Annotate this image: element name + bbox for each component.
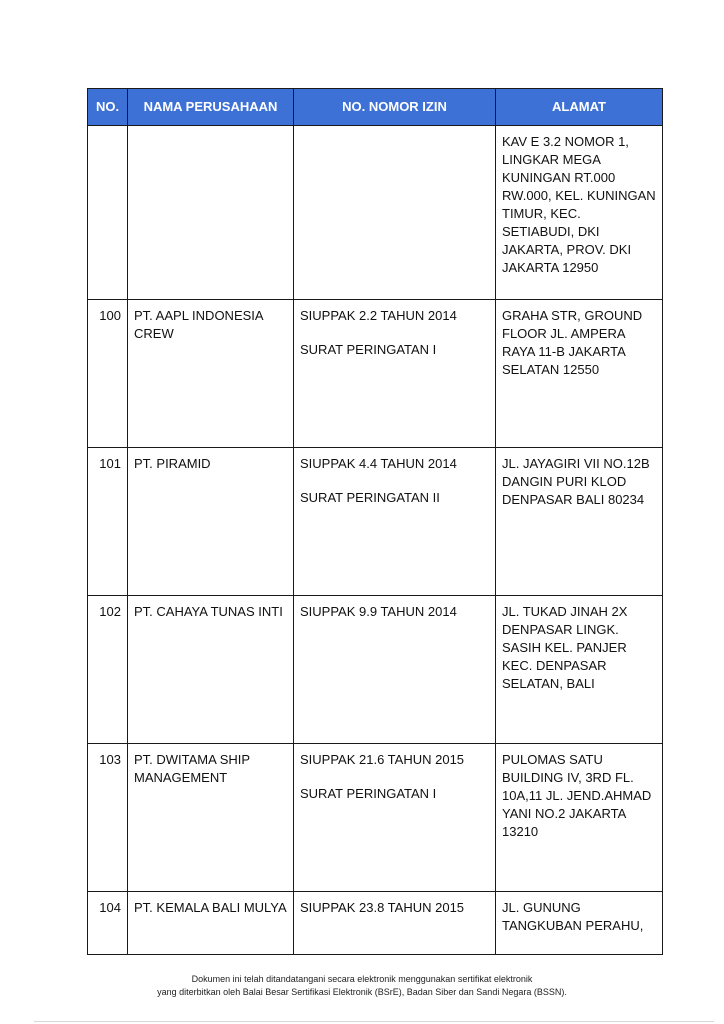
cell-no [88, 300, 128, 448]
cell-no [88, 744, 128, 892]
table-row [88, 300, 663, 448]
izin-line: SIUPPAK 21.6 TAHUN 2015 [300, 752, 465, 767]
cell-alamat-text: PULOMAS SATU BUILDING IV, 3RD FL. 10A,11 JL. JEND.AHMAD YANI NO.2 JAKARTA 13210 [502, 752, 652, 839]
cell-no-text [94, 126, 121, 133]
table-header-row [88, 89, 663, 126]
table-row [88, 448, 663, 596]
izin-line: SIUPPAK 23.8 TAHUN 2015 [300, 900, 465, 915]
cell-no-text: 100 [99, 308, 121, 323]
cell-alamat [496, 448, 663, 596]
cell-no-text: 102 [99, 604, 121, 619]
cell-nama-perusahaan [128, 448, 294, 596]
page-divider [34, 1021, 714, 1022]
cell-no [88, 596, 128, 744]
header-alamat: ALAMAT [496, 89, 663, 126]
document-footer [0, 973, 724, 999]
footer-line-1: Dokumen ini telah ditandatangani secara elektronik menggunakan sertifikat elektronik [191, 974, 533, 984]
cell-no [88, 448, 128, 596]
izin-line: SIUPPAK 9.9 TAHUN 2014 [300, 604, 457, 619]
cell-nomor-izin [294, 300, 496, 448]
cell-nama-perusahaan-text: PT. PIRAMID [134, 456, 211, 471]
cell-alamat-text: JL. GUNUNG TANGKUBAN PERAHU, [502, 900, 644, 933]
cell-nama-perusahaan [128, 126, 294, 300]
cell-nama-perusahaan [128, 744, 294, 892]
company-table [87, 88, 663, 955]
table-row [88, 596, 663, 744]
cell-alamat-text: JL. JAYAGIRI VII NO.12B DANGIN PURI KLOD DENPASAR BALI 80234 [502, 456, 650, 507]
cell-alamat [496, 744, 663, 892]
cell-alamat [496, 126, 663, 300]
cell-nomor-izin [294, 892, 496, 955]
cell-no-text: 103 [99, 752, 121, 767]
cell-alamat-text: GRAHA STR, GROUND FLOOR JL. AMPERA RAYA 11-B JAKARTA SELATAN 12550 [502, 308, 643, 377]
cell-nama-perusahaan [128, 300, 294, 448]
header-no: NO. [88, 89, 128, 126]
izin-line: SURAT PERINGATAN I [300, 342, 437, 357]
cell-nomor-izin-text [300, 300, 489, 359]
izin-line: SIUPPAK 2.2 TAHUN 2014 [300, 308, 457, 323]
cell-nomor-izin [294, 744, 496, 892]
cell-alamat-text: JL. TUKAD JINAH 2X DENPASAR LINGK. SASIH KEL. PANJER KEC. DENPASAR SELATAN, BALI [502, 604, 628, 691]
izin-line: SURAT PERINGATAN I [300, 786, 437, 801]
cell-nomor-izin-text [300, 126, 489, 133]
cell-no-text: 101 [99, 456, 121, 471]
cell-nomor-izin-text [300, 892, 489, 917]
cell-no-text: 104 [99, 900, 121, 915]
cell-nomor-izin-text [300, 744, 489, 803]
izin-line: SURAT PERINGATAN II [300, 490, 440, 505]
table-row [88, 126, 663, 300]
cell-alamat [496, 596, 663, 744]
table-row [88, 744, 663, 892]
footer-line-2: yang diterbitkan oleh Balai Besar Sertifikasi Elektronik (BSrE), Badan Siber dan Sandi Negara (BSSN). [157, 987, 567, 997]
cell-nama-perusahaan-text: PT. CAHAYA TUNAS INTI [134, 604, 283, 619]
cell-nama-perusahaan [128, 892, 294, 955]
cell-nomor-izin [294, 596, 496, 744]
cell-alamat [496, 892, 663, 955]
cell-nama-perusahaan-text: PT. AAPL INDONESIA CREW [134, 308, 263, 341]
cell-nomor-izin-text [300, 596, 489, 621]
cell-nomor-izin-text [300, 448, 489, 507]
table-row [88, 892, 663, 955]
cell-nomor-izin [294, 448, 496, 596]
cell-no [88, 892, 128, 955]
cell-alamat-text: KAV E 3.2 NOMOR 1, LINGKAR MEGA KUNINGAN RT.000 RW.000, KEL. KUNINGAN TIMUR, KEC. SETIABUDI, DKI JAKARTA, PROV. DKI JAKARTA 12950 [502, 134, 656, 275]
table-body [88, 126, 663, 955]
header-nama-perusahaan: NAMA PERUSAHAAN [128, 89, 294, 126]
cell-alamat [496, 300, 663, 448]
cell-nama-perusahaan-text: PT. DWITAMA SHIP MANAGEMENT [134, 752, 250, 785]
cell-nama-perusahaan-text [134, 126, 287, 133]
cell-nama-perusahaan [128, 596, 294, 744]
cell-nomor-izin [294, 126, 496, 300]
izin-line: SIUPPAK 4.4 TAHUN 2014 [300, 456, 457, 471]
cell-no [88, 126, 128, 300]
header-nomor-izin: NO. NOMOR IZIN [294, 89, 496, 126]
cell-nama-perusahaan-text: PT. KEMALA BALI MULYA [134, 900, 287, 915]
